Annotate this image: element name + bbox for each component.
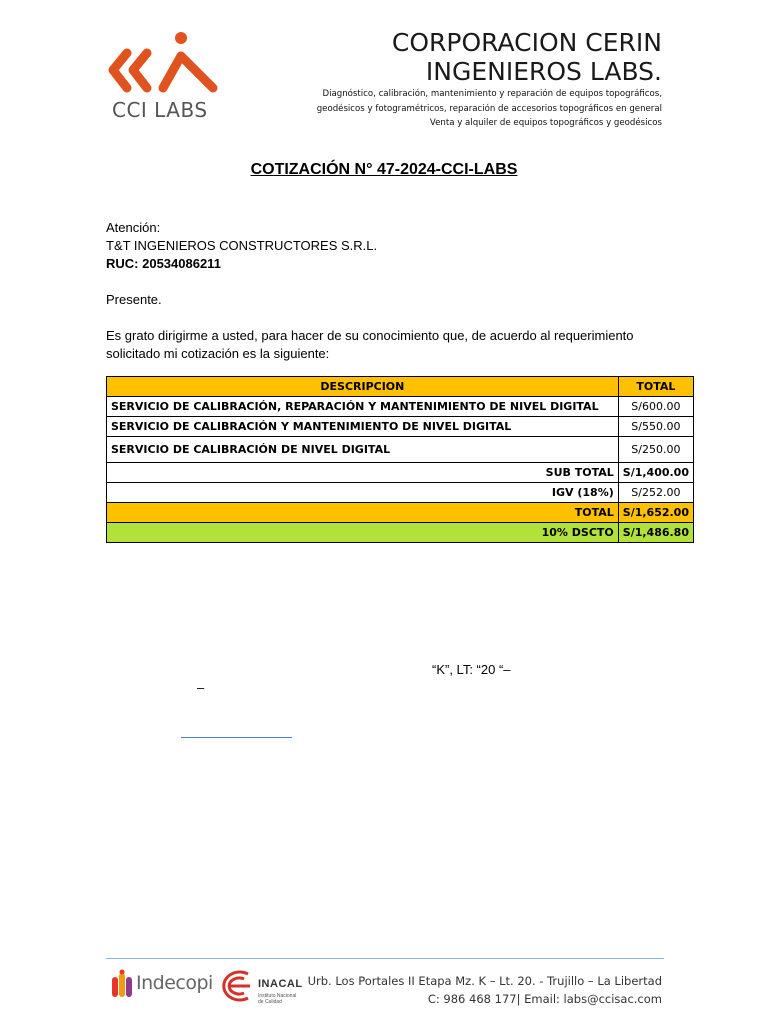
intro-line1: Es grato dirigirme a usted, para hacer de su conocimiento que, de acuerdo al requerimiento [106, 328, 634, 343]
intro-line2: solicitado mi cotización es la siguiente: [106, 346, 330, 361]
discount-row [107, 523, 694, 543]
indecopi-label: Indecopi [136, 972, 213, 994]
igv-value: S/252.00 [618, 483, 693, 503]
attention-label: Atención: [106, 220, 161, 235]
discount-value: S/1,486.80 [618, 523, 693, 543]
inacal-subtitle-2: de Calidad [258, 999, 282, 1005]
address-fragment: “K”, LT: “20 “– [432, 662, 511, 677]
subtotal-value: S/1,400.00 [618, 463, 693, 483]
inacal-subtitle-1: Instituto Nacional [258, 993, 297, 999]
item-amount: S/600.00 [618, 397, 693, 417]
item-amount: S/250.00 [618, 437, 693, 463]
company-name-line1: CORPORACION CERIN [391, 28, 662, 57]
discount-label: 10% DSCTO [107, 523, 619, 543]
table-header-row [107, 377, 694, 397]
company-name-line2: INGENIEROS LABS. [425, 57, 662, 86]
client-name: T&T INGENIEROS CONSTRUCTORES S.R.L. [106, 238, 378, 253]
company-desc-line1: Diagnóstico, calibración, mantenimiento y reparación de equipos topográficos, [322, 89, 662, 99]
company-name [392, 28, 662, 86]
total-row [107, 503, 694, 523]
indecopi-logo [111, 968, 213, 1000]
item-description: SERVICIO DE CALIBRACIÓN Y MANTENIMIENTO DE NIVEL DIGITAL [107, 417, 619, 437]
item-description: SERVICIO DE CALIBRACIÓN, REPARACIÓN Y MANTENIMIENTO DE NIVEL DIGITAL [107, 397, 619, 417]
quote-table [106, 376, 694, 543]
address-fragment-dash: – [197, 680, 205, 695]
company-description [302, 87, 662, 131]
item-description: SERVICIO DE CALIBRACIÓN DE NIVEL DIGITAL [107, 437, 619, 463]
hyperlink-underline[interactable] [181, 737, 292, 738]
indecopi-icon [111, 969, 133, 999]
inacal-label: INACAL [258, 978, 303, 990]
total-value: S/1,652.00 [618, 503, 693, 523]
table-row [107, 397, 694, 417]
total-label: TOTAL [107, 503, 619, 523]
inacal-logo [214, 968, 310, 1008]
table-row [107, 437, 694, 463]
igv-row [107, 483, 694, 503]
company-desc-line2: geodésicos y fotogramétricos, reparación de accesorios topográficos en general [316, 103, 662, 114]
header-total: TOTAL [618, 377, 693, 397]
footer-address-line1: Urb. Los Portales II Etapa Mz. K – Lt. 20. - Trujillo – La Libertad [307, 974, 662, 988]
client-ruc: RUC: 20534086211 [106, 256, 221, 271]
item-amount: S/550.00 [618, 417, 693, 437]
footer-address [308, 972, 662, 1008]
igv-label: IGV (18%) [107, 483, 619, 503]
inacal-icon [214, 968, 254, 1004]
subtotal-label: SUB TOTAL [107, 463, 619, 483]
header-description: DESCRIPCION [107, 377, 619, 397]
company-desc-line3: Venta y alquiler de equipos topográficos y geodésicos [429, 118, 662, 128]
footer-contact-line: C: 986 468 177| Email: labs@ccisac.com [427, 992, 662, 1006]
logo-text: CCI LABS [112, 98, 208, 122]
footer-divider [106, 958, 664, 959]
intro-paragraph [106, 327, 666, 363]
document-title: COTIZACIÓN N° 47-2024-CCI-LABS [250, 161, 518, 178]
subtotal-row [107, 463, 694, 483]
greeting: Presente. [106, 292, 162, 307]
table-row [107, 417, 694, 437]
